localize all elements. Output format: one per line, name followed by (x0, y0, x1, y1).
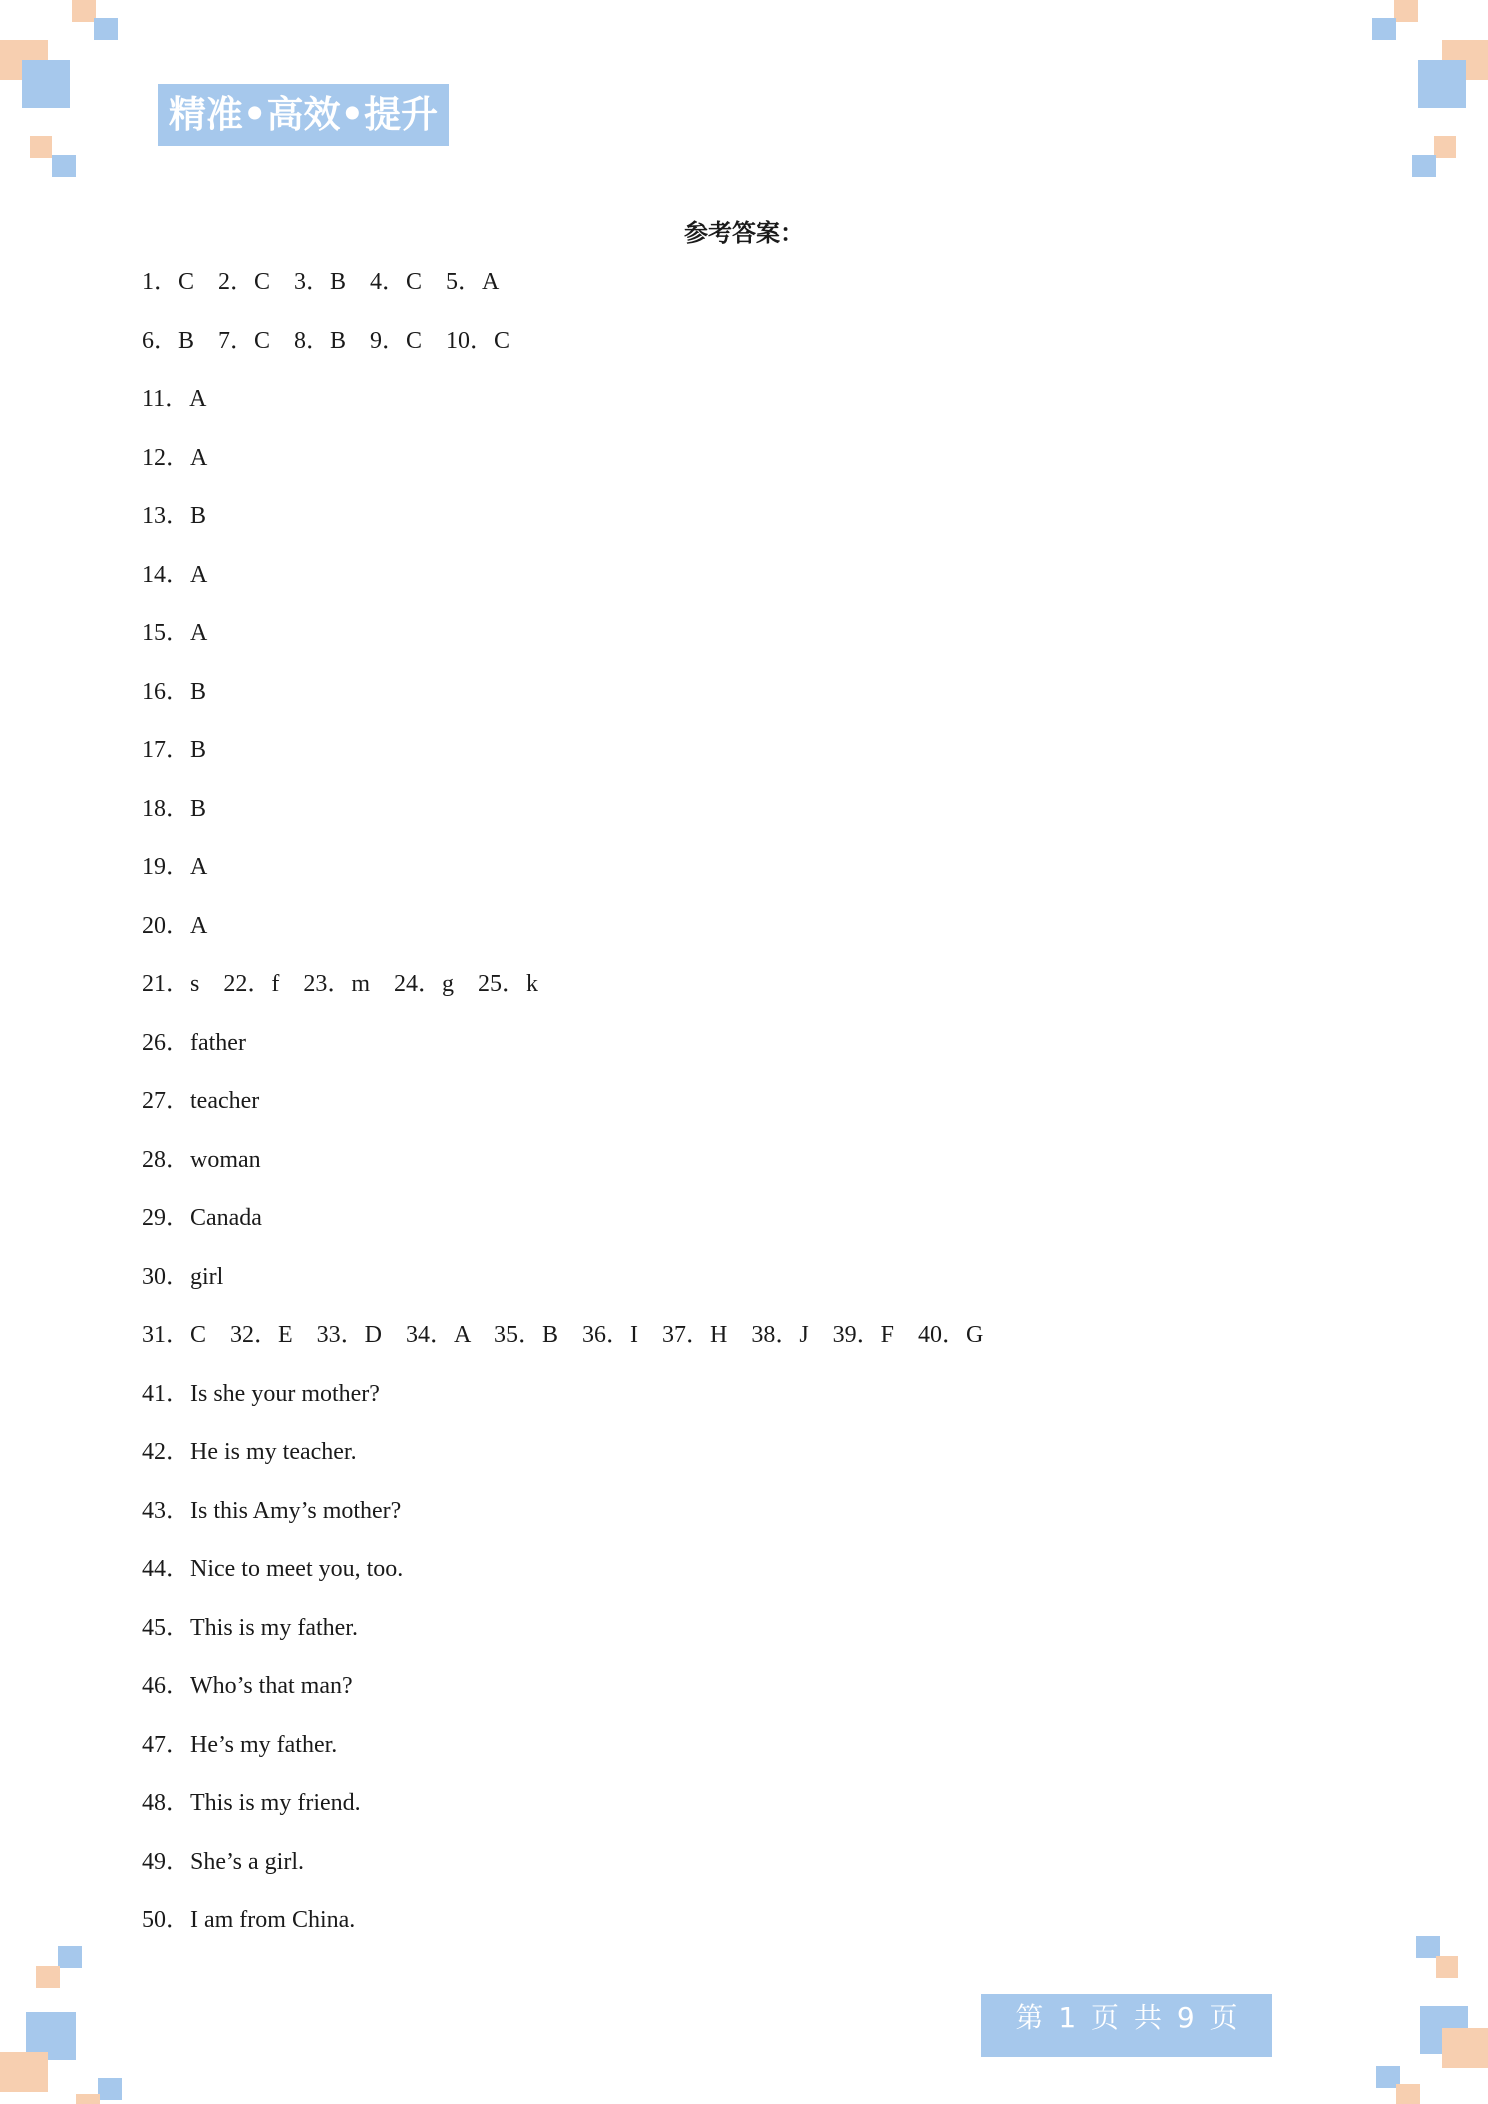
answer-line: 46．Who’s that man? (142, 1673, 353, 1699)
answer-line: 41．Is she your mother? (142, 1380, 380, 1407)
answer-line: 31．C 32．E 33．D 34．A 35．B 36．I 37．H 38．J 39．F 40．G (142, 1322, 984, 1348)
answer-line: 18．B (142, 795, 207, 822)
answer-line: 29．Canada (142, 1205, 262, 1231)
answer-line: 44．Nice to meet you, too. (142, 1556, 404, 1582)
answer-line: 27．teacher (142, 1088, 260, 1114)
page-number-footer: 第 1 页 共 9 页 (981, 1994, 1272, 2057)
answer-line: 21．s 22．f 23．m 24．g 25．k (142, 971, 538, 997)
answer-line: 13．B (142, 503, 207, 529)
answer-line: 28．woman (142, 1146, 261, 1173)
answer-line: 47．He’s my father. (142, 1731, 338, 1758)
answer-line: 19．A (142, 854, 208, 880)
answer-line: 17．B (142, 737, 207, 763)
answer-line: 11．A (142, 386, 207, 412)
answer-line: 6．B 7．C 8．B 9．C 10．C (142, 327, 511, 354)
answer-line: 26．father (142, 1029, 246, 1056)
answer-line: 50．I am from China. (142, 1907, 356, 1933)
answer-list (142, 260, 1382, 1957)
answer-line: 14．A (142, 561, 208, 588)
page-title: 参考答案： (684, 219, 804, 247)
answer-line: 15．A (142, 620, 208, 646)
answer-line: 16．B (142, 678, 207, 705)
answer-line: 49．She’s a girl. (142, 1848, 304, 1875)
answer-line: 1．C 2．C 3．B 4．C 5．A (142, 269, 500, 295)
answer-line: 45．This is my father. (142, 1614, 358, 1641)
answer-line: 42．He is my teacher. (142, 1439, 357, 1465)
answer-line: 12．A (142, 444, 208, 471)
header-banner: 精准•高效•提升 (158, 84, 449, 146)
answer-line: 30．girl (142, 1263, 224, 1290)
answer-line: 20．A (142, 912, 208, 939)
answer-line: 48．This is my friend. (142, 1790, 361, 1816)
answer-line: 43．Is this Amy’s mother? (142, 1497, 402, 1524)
